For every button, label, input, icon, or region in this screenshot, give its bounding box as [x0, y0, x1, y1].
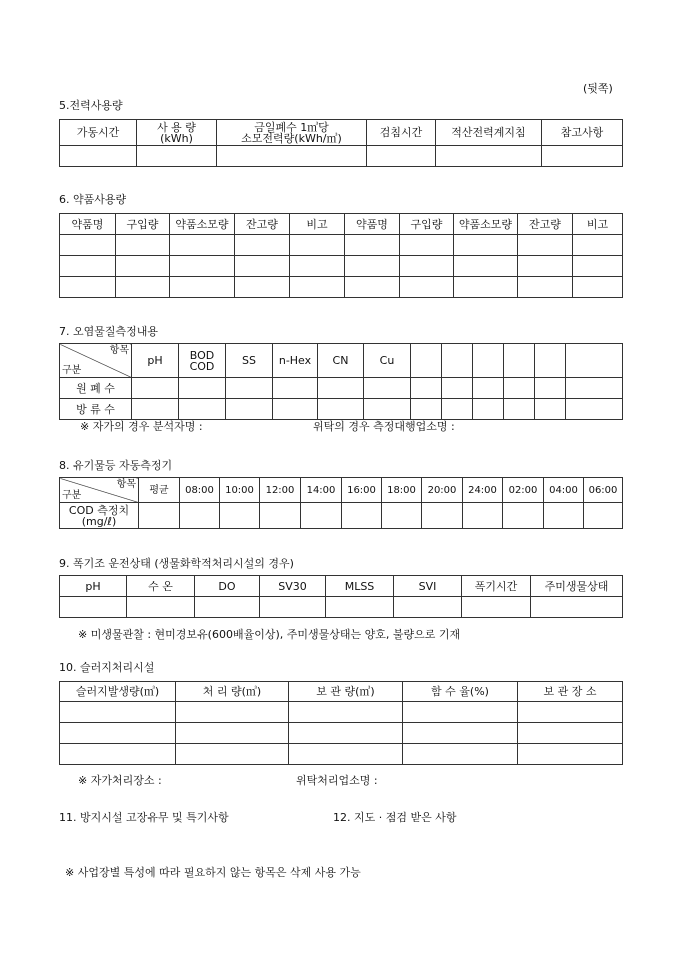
input-cell[interactable]: [394, 597, 462, 618]
input-cell[interactable]: [176, 723, 289, 744]
column-header: 구입량: [400, 214, 454, 235]
header-row: [60, 214, 623, 235]
input-cell[interactable]: [364, 378, 411, 399]
input-cell[interactable]: [273, 378, 318, 399]
input-cell[interactable]: [290, 256, 345, 277]
column-header: 함 수 율(%): [403, 682, 518, 702]
row-label: COD 측정치 (mg/ℓ): [60, 503, 139, 529]
header-row: [60, 576, 623, 597]
input-cell[interactable]: [289, 723, 403, 744]
column-header: [566, 344, 623, 378]
input-cell[interactable]: [535, 399, 566, 420]
input-cell[interactable]: [345, 256, 400, 277]
input-cell[interactable]: [318, 399, 364, 420]
input-cell[interactable]: [60, 256, 116, 277]
row-label: 원 폐 수: [60, 378, 132, 399]
input-cell[interactable]: [179, 399, 226, 420]
input-cell[interactable]: [176, 744, 289, 765]
section-8-title: 8. 유기물등 자동측정기: [59, 459, 173, 472]
input-cell[interactable]: [463, 503, 503, 529]
input-cell[interactable]: [170, 277, 235, 298]
input-cell[interactable]: [132, 378, 179, 399]
table-row: [60, 235, 623, 256]
input-cell[interactable]: [60, 597, 127, 618]
input-cell[interactable]: [411, 378, 442, 399]
section-5-title: 5.전력사용량: [59, 99, 123, 112]
header-row: [60, 120, 623, 146]
table-row: [60, 723, 623, 744]
aeration-tank-table: [59, 575, 623, 618]
column-header: 참고사항: [542, 120, 623, 146]
table-row: [60, 256, 623, 277]
input-cell[interactable]: [289, 744, 403, 765]
column-header: 구입량: [116, 214, 170, 235]
input-cell[interactable]: [518, 702, 623, 723]
input-cell[interactable]: [454, 256, 518, 277]
column-header: SV30: [260, 576, 326, 597]
table-row: [60, 399, 623, 420]
column-header: 보 관 량(㎥): [289, 682, 403, 702]
column-header: Cu: [364, 344, 411, 378]
input-cell[interactable]: [535, 378, 566, 399]
input-cell[interactable]: [462, 597, 531, 618]
input-cell[interactable]: [518, 744, 623, 765]
section-10-title: 10. 슬러지처리시설: [59, 661, 155, 674]
column-header: 금일폐수 1㎥당 소모전력량(kWh/㎥): [217, 120, 367, 146]
column-header: 08:00: [180, 478, 220, 503]
table-row: [60, 146, 623, 167]
input-cell[interactable]: [260, 503, 301, 529]
column-header: [504, 344, 535, 378]
section-11-title: 11. 방지시설 고장유무 및 특기사항: [59, 811, 229, 824]
column-header: 가동시간: [60, 120, 137, 146]
self-treatment-note: ※ 자가처리장소 :: [78, 774, 162, 787]
input-cell[interactable]: [442, 399, 473, 420]
input-cell[interactable]: [116, 277, 170, 298]
input-cell[interactable]: [289, 702, 403, 723]
header-row: [60, 682, 623, 702]
input-cell[interactable]: [60, 277, 116, 298]
input-cell[interactable]: [290, 235, 345, 256]
input-cell[interactable]: [518, 235, 573, 256]
header-row: [60, 478, 623, 503]
column-header: DO: [195, 576, 260, 597]
column-header: 10:00: [220, 478, 260, 503]
page-side-label: (뒷쪽): [583, 82, 613, 95]
input-cell[interactable]: [226, 399, 273, 420]
input-cell[interactable]: [584, 503, 623, 529]
input-cell[interactable]: [403, 723, 518, 744]
column-header: 비고: [290, 214, 345, 235]
input-cell[interactable]: [217, 146, 367, 167]
input-cell[interactable]: [542, 146, 623, 167]
section-12-title: 12. 지도 · 점검 받은 사항: [333, 811, 457, 824]
column-header: 06:00: [584, 478, 623, 503]
column-header: 슬러지발생량(㎥): [60, 682, 176, 702]
column-header: [411, 344, 442, 378]
input-cell[interactable]: [137, 146, 217, 167]
input-cell[interactable]: [301, 503, 342, 529]
input-cell[interactable]: [454, 235, 518, 256]
section-6-title: 6. 약품사용량: [59, 193, 127, 206]
column-header: pH: [132, 344, 179, 378]
column-header: 약품명: [60, 214, 116, 235]
input-cell[interactable]: [179, 378, 226, 399]
column-header: 보 관 장 소: [518, 682, 623, 702]
input-cell[interactable]: [235, 256, 290, 277]
column-header: SVI: [394, 576, 462, 597]
column-header: 14:00: [301, 478, 342, 503]
column-header: 비고: [573, 214, 623, 235]
column-header: 12:00: [260, 478, 301, 503]
input-cell[interactable]: [60, 744, 176, 765]
input-cell[interactable]: [400, 277, 454, 298]
input-cell[interactable]: [116, 235, 170, 256]
input-cell[interactable]: [518, 277, 573, 298]
auto-measurement-table: [59, 477, 623, 529]
input-cell[interactable]: [60, 702, 176, 723]
column-header: n-Hex: [273, 344, 318, 378]
input-cell[interactable]: [132, 399, 179, 420]
column-header: 20:00: [422, 478, 463, 503]
input-cell[interactable]: [403, 744, 518, 765]
input-cell[interactable]: [127, 597, 195, 618]
contractor-note: 위탁처리업소명 :: [296, 774, 378, 787]
microbe-note: ※ 미생물관찰 : 현미경보유(600배율이상), 주미생물상태는 양호, 불량으로 기재: [78, 628, 461, 641]
input-cell[interactable]: [400, 235, 454, 256]
section-7-title: 7. 오염물질측정내용: [59, 325, 158, 338]
sludge-table: [59, 681, 623, 765]
column-header: 사 용 량 (kWh): [137, 120, 217, 146]
column-header: pH: [60, 576, 127, 597]
table-row: [60, 744, 623, 765]
column-header: BOD COD: [179, 344, 226, 378]
input-cell[interactable]: [503, 503, 544, 529]
column-header: MLSS: [326, 576, 394, 597]
column-header: 평균: [139, 478, 180, 503]
header-category-label: 구분: [62, 365, 82, 376]
input-cell[interactable]: [566, 378, 623, 399]
input-cell[interactable]: [170, 256, 235, 277]
input-cell[interactable]: [180, 503, 220, 529]
input-cell[interactable]: [518, 256, 573, 277]
input-cell[interactable]: [573, 277, 623, 298]
input-cell[interactable]: [400, 256, 454, 277]
pollutant-measurement-table: [59, 343, 623, 420]
input-cell[interactable]: [454, 277, 518, 298]
column-header: 주미생물상태: [531, 576, 623, 597]
input-cell[interactable]: [473, 399, 504, 420]
input-cell[interactable]: [176, 702, 289, 723]
input-cell[interactable]: [504, 378, 535, 399]
column-header: 04:00: [544, 478, 584, 503]
input-cell[interactable]: [139, 503, 180, 529]
footer-note: ※ 사업장별 특성에 따라 필요하지 않는 항목은 삭제 사용 가능: [65, 866, 361, 879]
input-cell[interactable]: [411, 399, 442, 420]
agency-note: 위탁의 경우 측정대행업소명 :: [313, 420, 455, 433]
input-cell[interactable]: [342, 503, 382, 529]
column-header: 적산전력계지침: [436, 120, 542, 146]
input-cell[interactable]: [235, 235, 290, 256]
column-header: SS: [226, 344, 273, 378]
column-header: 02:00: [503, 478, 544, 503]
input-cell[interactable]: [195, 597, 260, 618]
input-cell[interactable]: [170, 235, 235, 256]
input-cell[interactable]: [60, 146, 137, 167]
chemical-usage-table: [59, 213, 623, 298]
column-header: 처 리 량(㎥): [176, 682, 289, 702]
input-cell[interactable]: [345, 277, 400, 298]
diagonal-header-cell: [60, 344, 132, 378]
self-analyst-note: ※ 자가의 경우 분석자명 :: [80, 420, 203, 433]
column-header: 잔고량: [518, 214, 573, 235]
input-cell[interactable]: [473, 378, 504, 399]
table-row: [60, 597, 623, 618]
column-header: 약품소모량: [454, 214, 518, 235]
input-cell[interactable]: [382, 503, 422, 529]
input-cell[interactable]: [220, 503, 260, 529]
power-usage-table: [59, 119, 623, 167]
input-cell[interactable]: [422, 503, 463, 529]
input-cell[interactable]: [531, 597, 623, 618]
column-header: [535, 344, 566, 378]
table-row: [60, 702, 623, 723]
input-cell[interactable]: [345, 235, 400, 256]
input-cell[interactable]: [504, 399, 535, 420]
column-header: 잔고량: [235, 214, 290, 235]
column-header: 18:00: [382, 478, 422, 503]
header-item-label: 항목: [109, 345, 129, 356]
column-header: 폭기시간: [462, 576, 531, 597]
diagonal-header-cell: [60, 478, 139, 503]
header-item-label: 항목: [116, 479, 136, 490]
input-cell[interactable]: [318, 378, 364, 399]
table-row: [60, 503, 623, 529]
column-header: 16:00: [342, 478, 382, 503]
column-header: 수 온: [127, 576, 195, 597]
column-header: 검침시간: [367, 120, 436, 146]
input-cell[interactable]: [442, 378, 473, 399]
input-cell[interactable]: [436, 146, 542, 167]
column-header: 24:00: [463, 478, 503, 503]
input-cell[interactable]: [260, 597, 326, 618]
input-cell[interactable]: [573, 235, 623, 256]
input-cell[interactable]: [290, 277, 345, 298]
input-cell[interactable]: [273, 399, 318, 420]
input-cell[interactable]: [566, 399, 623, 420]
table-row: [60, 277, 623, 298]
row-label: 방 류 수: [60, 399, 132, 420]
column-header: 약품명: [345, 214, 400, 235]
column-header: CN: [318, 344, 364, 378]
table-row: [60, 378, 623, 399]
input-cell[interactable]: [403, 702, 518, 723]
column-header: [473, 344, 504, 378]
input-cell[interactable]: [573, 256, 623, 277]
input-cell[interactable]: [60, 235, 116, 256]
column-header: [442, 344, 473, 378]
input-cell[interactable]: [518, 723, 623, 744]
input-cell[interactable]: [235, 277, 290, 298]
input-cell[interactable]: [116, 256, 170, 277]
header-row: [60, 344, 623, 378]
input-cell[interactable]: [544, 503, 584, 529]
input-cell[interactable]: [226, 378, 273, 399]
input-cell[interactable]: [367, 146, 436, 167]
input-cell[interactable]: [60, 723, 176, 744]
section-9-title: 9. 폭기조 운전상태 (생물화학적처리시설의 경우): [59, 557, 294, 570]
input-cell[interactable]: [326, 597, 394, 618]
header-category-label: 구분: [62, 490, 82, 501]
column-header: 약품소모량: [170, 214, 235, 235]
input-cell[interactable]: [364, 399, 411, 420]
